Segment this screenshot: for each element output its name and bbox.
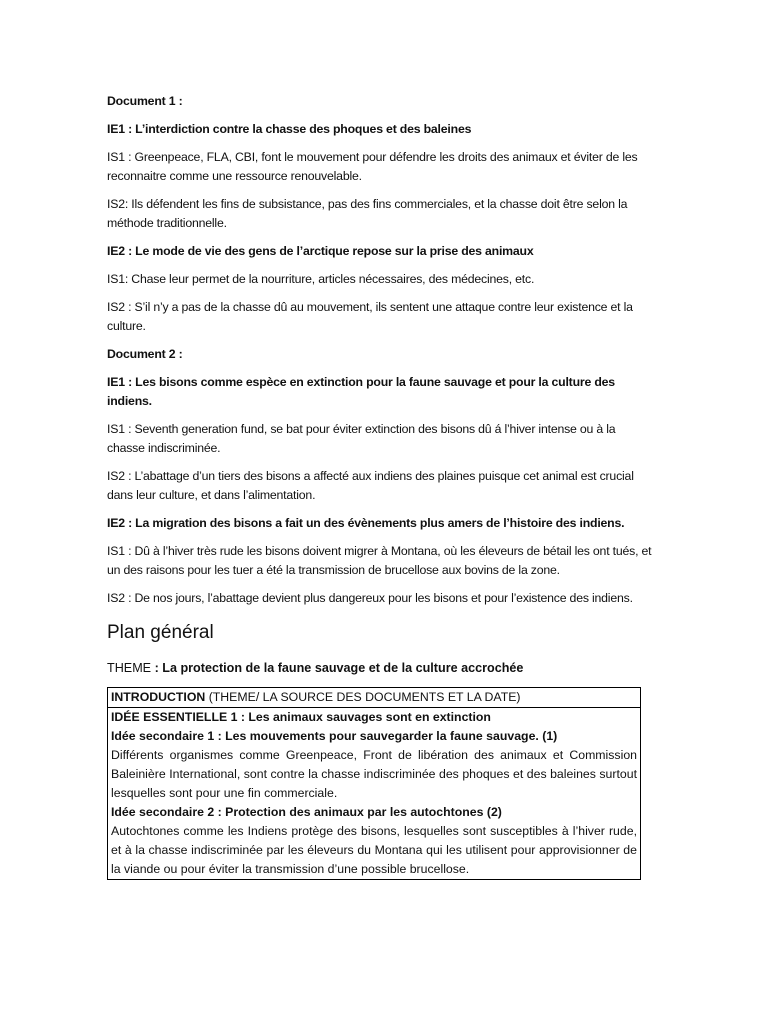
doc1-is1: IS1 : Greenpeace, FLA, CBI, font le mouvement pour défendre les droits des animaux et éviter de les reconnaitre comme une ressource renouvelable.	[107, 150, 638, 183]
sec1-title: Idée secondaire 1 : Les mouvements pour sauvegarder la faune sauvage. (1)	[111, 729, 558, 743]
idea1-row	[108, 708, 641, 880]
doc1-is1b: IS1: Chase leur permet de la nourriture, articles nécessaires, des médecines, etc.	[107, 272, 535, 286]
doc2-is2: IS2 : L’abattage d’un tiers des bisons a affecté aux indiens des plaines puisque cet animal est crucial dans leur culture, et dans l’alimentation.	[107, 469, 634, 502]
theme-line	[107, 659, 655, 678]
intro-rest: (THEME/ LA SOURCE DES DOCUMENTS ET LA DATE)	[205, 690, 521, 704]
doc1-ie1: IE1 : L’interdiction contre la chasse des phoques et des baleines	[107, 122, 472, 136]
doc1-ie2: IE2 : Le mode de vie des gens de l’arctique repose sur la prise des animaux	[107, 244, 534, 258]
doc1-is2: IS2: Ils défendent les fins de subsistance, pas des fins commerciales, et la chasse doit être selon la méthode traditionnelle.	[107, 197, 628, 230]
doc2-ie1: IE1 : Les bisons comme espèce en extinction pour la faune sauvage et pour la culture des indiens.	[107, 375, 615, 408]
idea1-cell	[108, 708, 641, 880]
plan-title: Plan général	[107, 622, 214, 643]
doc2-is1: IS1 : Seventh generation fund, se bat pour éviter extinction des bisons dû á l’hiver intense ou à la chasse indiscriminée.	[107, 422, 616, 455]
theme-value: : La protection de la faune sauvage et de la culture accrochée	[151, 661, 524, 675]
sec2-text: Autochtones comme les Indiens protège des bisons, lesquelles sont susceptibles à l’hiver rude, et à la chasse indiscriminée par les éleveurs du Montana qui les utilisent pour approvisionner de la viande ou pour éviter la transmission d’une possible brucellose.	[111, 824, 637, 876]
doc1-heading: Document 1 :	[107, 94, 183, 108]
doc2-heading: Document 2 :	[107, 347, 183, 361]
doc2-is1b: IS1 : Dû à l’hiver très rude les bisons doivent migrer à Montana, où les éleveurs de bétail les ont tués, et un des raisons pour les tuer a été la transmission de brucellose aux bovins de la zone.	[107, 544, 652, 577]
doc2-is2b: IS2 : De nos jours, l’abattage devient plus dangereux pour les bisons et pour l’existence des indiens.	[107, 591, 633, 605]
sec2-title: Idée secondaire 2 : Protection des animaux par les autochtones (2)	[111, 805, 502, 819]
theme-label: THEME	[107, 661, 152, 675]
doc2-ie2: IE2 : La migration des bisons a fait un des évènements plus amers de l’histoire des indiens.	[107, 516, 625, 530]
intro-row	[108, 688, 641, 708]
plan-table	[107, 687, 641, 880]
doc1-is2b: IS2 : S’il n’y a pas de la chasse dû au mouvement, ils sentent une attaque contre leur existence et la culture.	[107, 300, 633, 333]
sec1-text: Différents organismes comme Greenpeace, Front de libération des animaux et Commission Baleinière International, sont contre la chasse indiscriminée des phoques et des baleines surtout lesquelles sont pour une fin commerciale.	[111, 748, 637, 800]
document-page	[107, 92, 655, 880]
intro-label: INTRODUCTION	[111, 690, 206, 704]
intro-cell	[108, 688, 641, 708]
idea1-title: IDÉE ESSENTIELLE 1 : Les animaux sauvages sont en extinction	[111, 710, 491, 724]
